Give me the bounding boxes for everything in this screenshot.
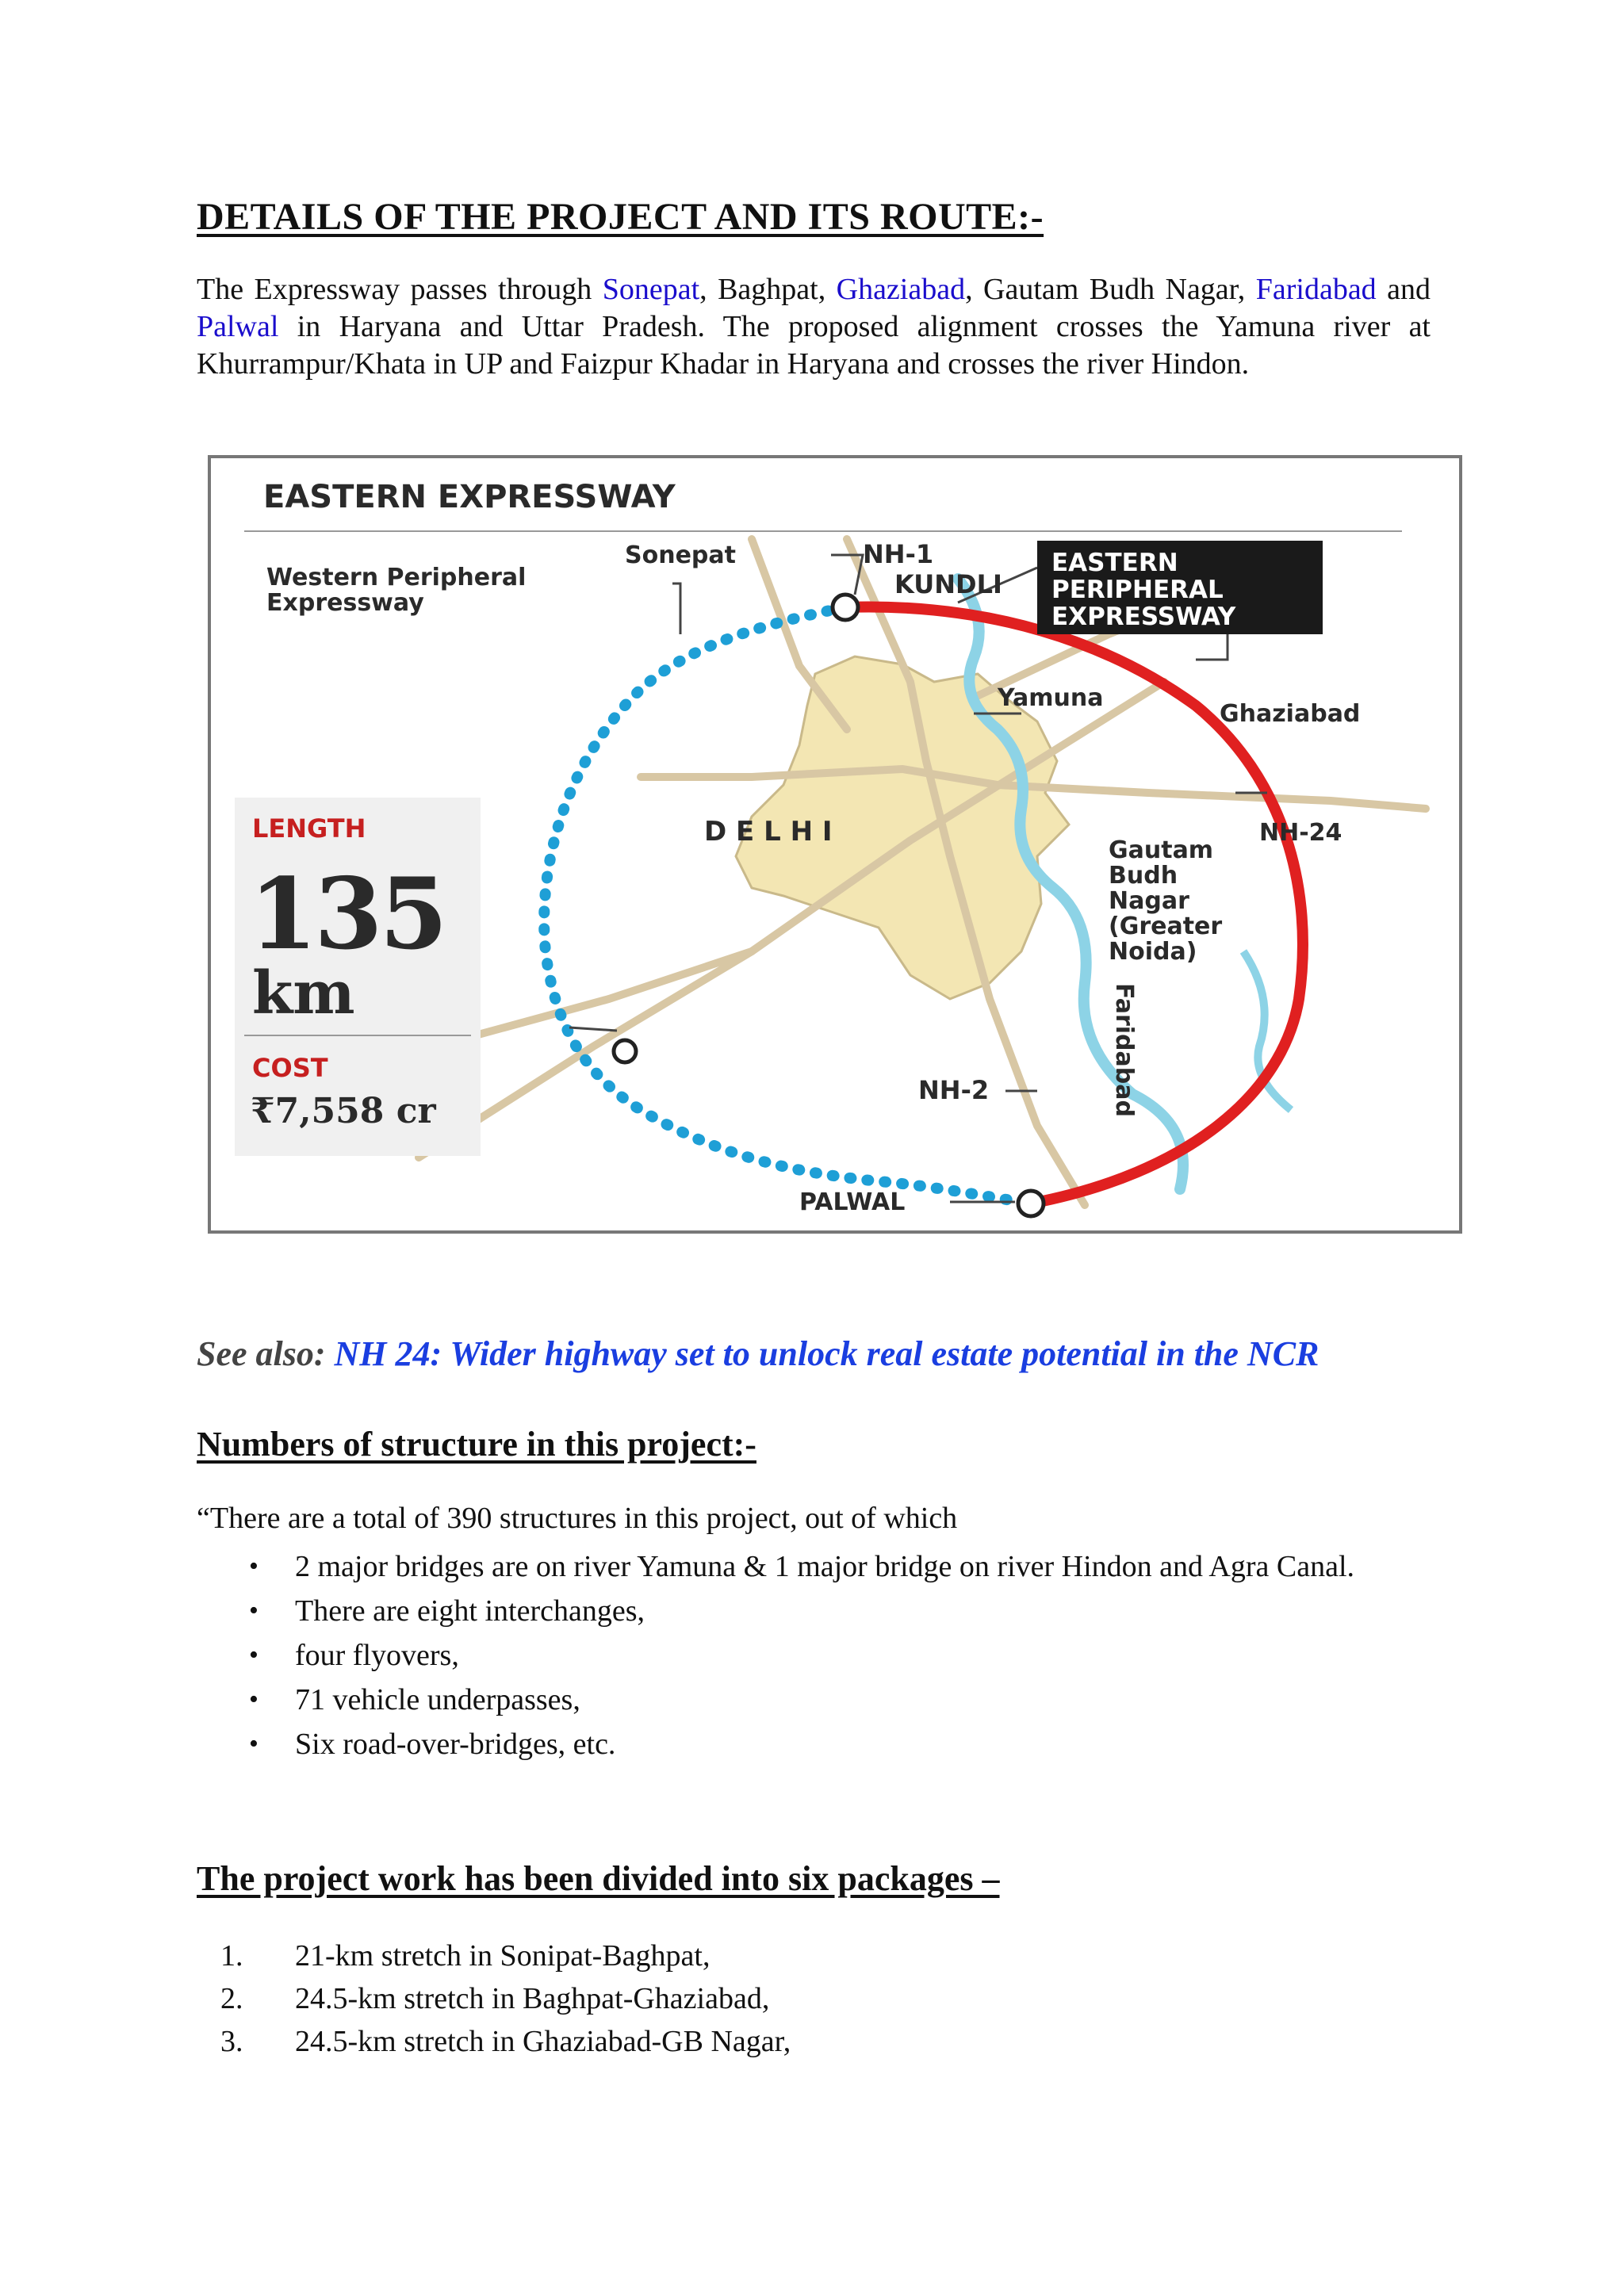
place-link[interactable]: Palwal — [197, 310, 279, 343]
packages-list — [197, 1934, 791, 2063]
structures-list — [197, 1544, 1431, 1766]
intro-text: The Expressway passes through — [197, 273, 603, 306]
label-yamuna: Yamuna — [998, 684, 1104, 712]
label-kundli: KUNDLI — [894, 569, 1002, 599]
list-item-text: Six road-over-bridges, etc. — [295, 1728, 616, 1761]
packages-heading: The project work has been divided into six packages – — [197, 1859, 1000, 1898]
label-gb-3: Nagar — [1109, 887, 1189, 915]
bullet: • — [249, 1729, 259, 1758]
list-item — [197, 1678, 1431, 1722]
see-also-prefix: See also: — [197, 1334, 335, 1373]
list-item-text: There are eight interchanges, — [295, 1594, 645, 1628]
list-item-text: 24.5-km stretch in Ghaziabad-GB Nagar, — [295, 2025, 791, 2058]
western-junction — [614, 1040, 636, 1062]
structures-intro: “There are a total of 390 structures in this project, out of which — [197, 1502, 958, 1535]
palwal-junction — [1018, 1191, 1044, 1216]
label-ghaziabad: Ghaziabad — [1220, 700, 1361, 728]
length-unit: km — [252, 959, 355, 1027]
label-nh24: NH-24 — [1259, 819, 1342, 847]
item-number: 1. — [220, 1939, 243, 1973]
bullet: • — [249, 1640, 259, 1670]
label-faridabad: Faridabad — [1110, 983, 1138, 1117]
list-item — [197, 1589, 1431, 1633]
place-link[interactable]: Sonepat — [602, 273, 700, 306]
label-wpe-1: Western Peripheral — [266, 564, 527, 591]
list-item — [197, 2020, 791, 2063]
label-palwal: PALWAL — [799, 1188, 906, 1216]
bullet: • — [249, 1552, 259, 1581]
expressway-map — [197, 444, 1473, 1245]
cost-label: COST — [252, 1053, 328, 1083]
list-item — [197, 1633, 1431, 1678]
bullet: • — [249, 1596, 259, 1625]
place-link[interactable]: Ghaziabad — [836, 273, 966, 306]
length-label: LENGTH — [252, 813, 366, 844]
label-wpe-2: Expressway — [266, 589, 424, 617]
list-item — [197, 1977, 791, 2020]
see-also-link[interactable]: NH 24: Wider highway set to unlock real estate potential in the NCR — [334, 1334, 1320, 1373]
intro-paragraph — [197, 271, 1431, 383]
label-nh1: NH-1 — [863, 539, 934, 569]
cost-value: ₹7,558 cr — [251, 1091, 436, 1131]
list-item-text: four flyovers, — [295, 1639, 459, 1672]
kundli-junction — [833, 595, 858, 620]
label-gb-2: Budh — [1109, 862, 1178, 890]
item-number: 3. — [220, 2025, 243, 2058]
list-item-text: 21-km stretch in Sonipat-Baghpat, — [295, 1939, 710, 1973]
label-epe-3: EXPRESSWAY — [1051, 603, 1236, 631]
intro-text: and — [1376, 273, 1431, 306]
intro-text: in Haryana and Uttar Pradesh. The proposed alignment crosses the Yamuna river at Khurrampur/Khata in UP and Faizpur Khadar in Haryana and crosses the river Hindon. — [197, 310, 1431, 381]
label-nh2: NH-2 — [918, 1075, 990, 1105]
structures-heading: Numbers of structure in this project:- — [197, 1425, 756, 1464]
place-link[interactable]: Faridabad — [1255, 273, 1377, 306]
list-item — [197, 1544, 1431, 1589]
list-item-text: 71 vehicle underpasses, — [295, 1683, 580, 1716]
label-gb-5: Noida) — [1109, 938, 1197, 966]
intro-text: , Baghpat, — [699, 273, 837, 306]
label-delhi: D E L H I — [704, 816, 833, 848]
label-gb-1: Gautam — [1109, 836, 1214, 864]
label-gb-4: (Greater — [1109, 913, 1223, 940]
list-item — [197, 1934, 791, 1977]
intro-text: , Gautam Budh Nagar, — [965, 273, 1256, 306]
section-title: DETAILS OF THE PROJECT AND ITS ROUTE:- — [197, 196, 1044, 238]
list-item — [197, 1722, 1431, 1766]
label-epe-2: PERIPHERAL — [1051, 576, 1224, 604]
see-also — [197, 1334, 1319, 1374]
bullet: • — [249, 1685, 259, 1714]
list-item-text: 24.5-km stretch in Baghpat-Ghaziabad, — [295, 1982, 770, 2015]
item-number: 2. — [220, 1982, 243, 2015]
label-epe-1: EASTERN — [1051, 549, 1178, 577]
length-value: 135 — [249, 857, 445, 972]
label-sonepat: Sonepat — [625, 541, 736, 569]
map-title: EASTERN EXPRESSWAY — [263, 479, 676, 515]
list-item-text: 2 major bridges are on river Yamuna & 1 major bridge on river Hindon and Agra Canal. — [295, 1550, 1355, 1583]
